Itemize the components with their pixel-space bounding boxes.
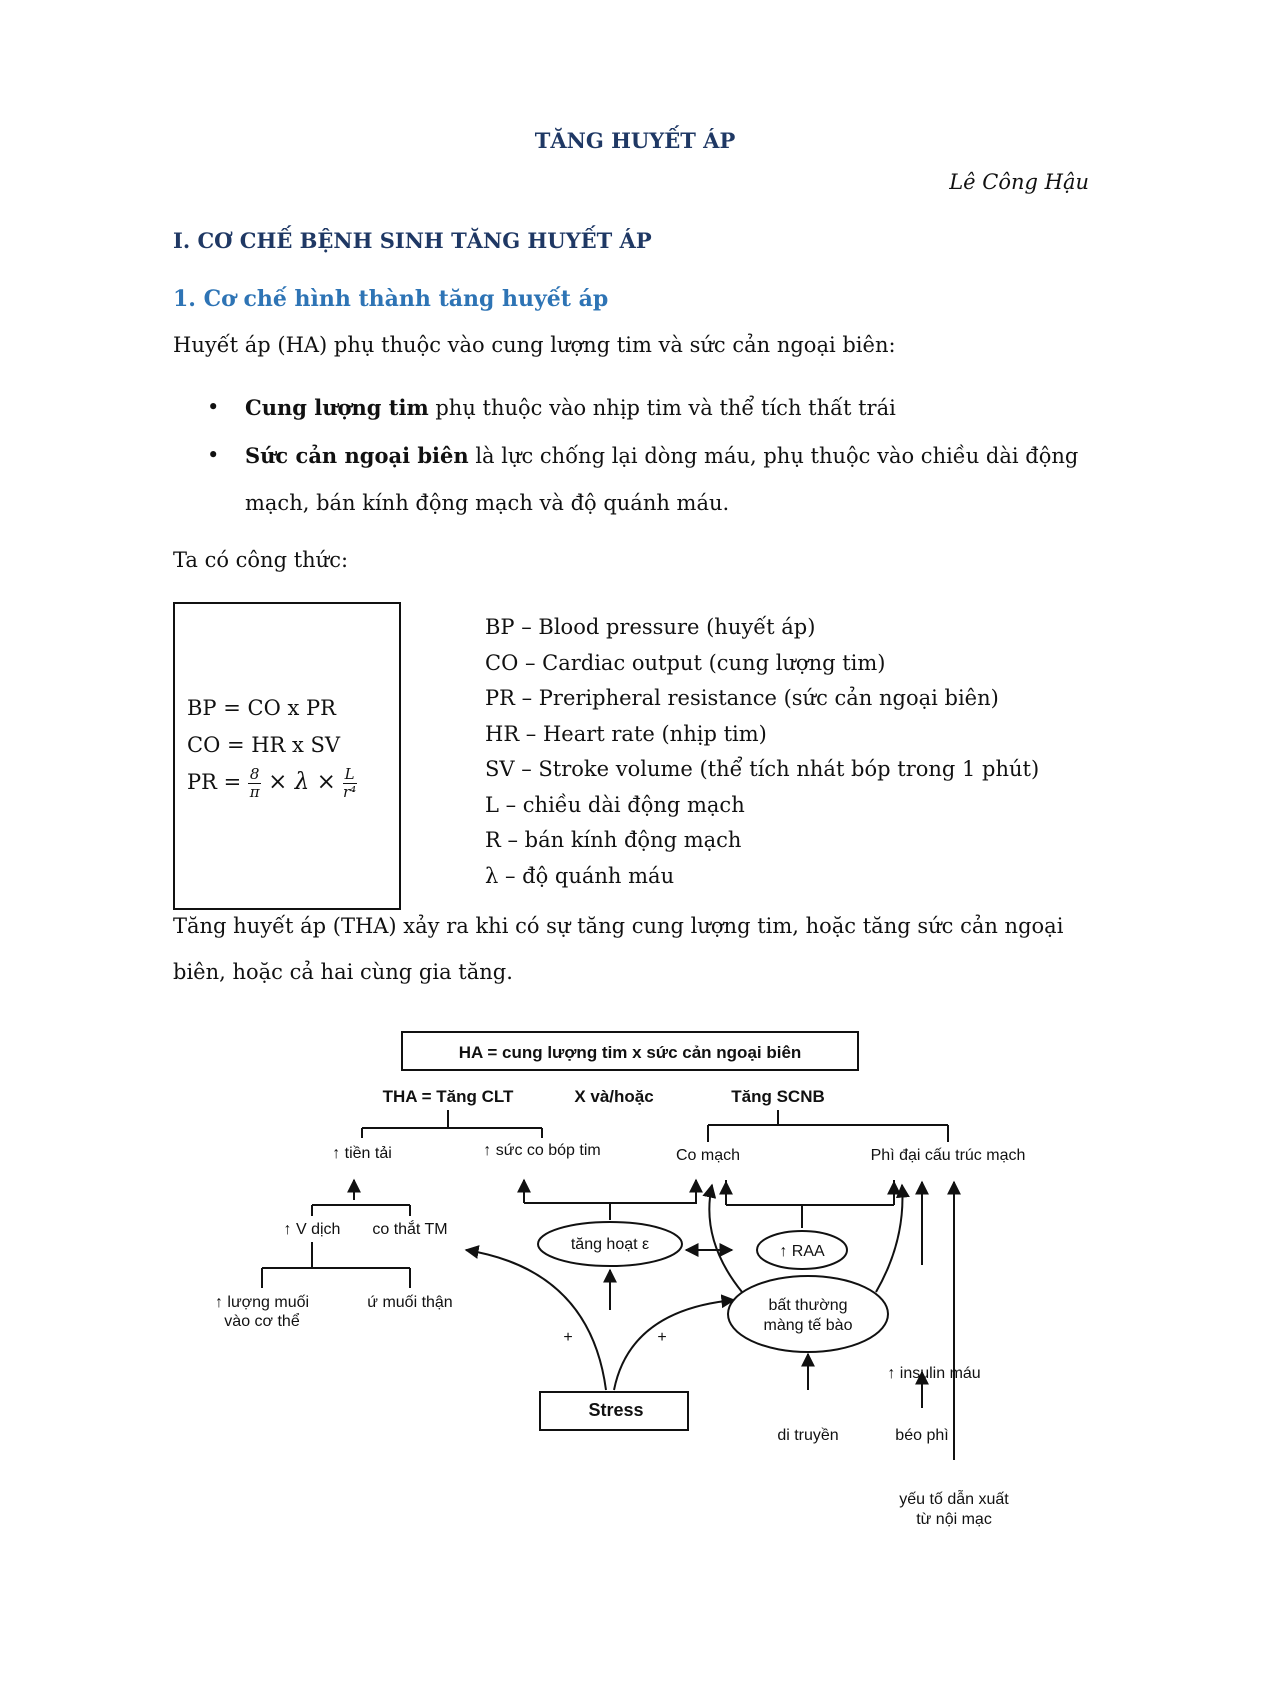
x-va-hoac-label: X và/hoặc [574,1087,654,1106]
bat-thuong-label-2: màng tế bào [763,1317,853,1334]
phi-dai-label: Phì đại cấu trúc mạch [870,1147,1026,1164]
bullet-text: là lực chống lại dòng máu, phụ thuộc vào chiều dài động mạch, bán kính động mạch và độ quánh máu. [245,444,1079,515]
legend-r: R – bán kính động mạch [485,828,742,852]
bullet-item-cardiac-output [207,384,1097,432]
plus-right: + [657,1329,667,1346]
v-dich-label: ↑ V dịch [283,1221,341,1238]
formula-pr [187,764,357,801]
formula-lines [187,690,357,801]
luong-muoi-label-2: vào cơ thể [224,1313,300,1330]
legend-co: CO – Cardiac output (cung lượng tim) [485,650,886,675]
legend-lambda: λ – độ quánh máu [485,863,675,888]
abbreviation-legend [485,610,1039,894]
co-that-tm-label: co thắt TM [372,1221,448,1238]
bullet-term: Cung lượng tim [245,395,429,420]
bat-thuong-label-1: bất thường [768,1297,848,1314]
section-heading: I. CƠ CHẾ BỆNH SINH TĂNG HUYẾT ÁP [173,228,652,253]
fraction-numerator: 8 [249,765,260,783]
pathogenesis-diagram [214,1020,1040,1540]
co-mach-label: Co mạch [675,1147,741,1164]
tien-tai-label: ↑ tiền tải [332,1145,392,1162]
fraction-8-over-pi [248,766,262,801]
yeu-to-label-2: từ nội mạc [916,1511,992,1528]
fraction-numerator: L [344,765,355,783]
insulin-label: ↑ insulin máu [887,1365,981,1382]
intro-paragraph: Huyết áp (HA) phụ thuộc vào cung lượng tim và sức cản ngoại biên: [173,333,896,357]
document-title: TĂNG HUYẾT ÁP [534,128,736,153]
raa-label: ↑ RAA [779,1243,825,1260]
co-mach-arrow-from-left [524,1180,696,1203]
fraction-l-over-r4 [343,766,357,801]
conclusion-paragraph: Tăng huyết áp (THA) xảy ra khi có sự tăng cung lượng tim, hoặc tăng sức cản ngoại biên, hoặc cả hai cùng gia tăng. [173,914,1064,984]
tang-scnb-label: Tăng SCNB [731,1087,825,1106]
tien-tai-branch [312,1205,410,1216]
top-formula-text: HA = cung lượng tim x sức cản ngoại biên [458,1043,802,1062]
formula-box [173,602,401,910]
yeu-to-label-1: yếu tố dẫn xuất [899,1491,1009,1508]
bullet-term: Sức cản ngoại biên [245,443,469,468]
bat-thuong-ellipse [728,1276,888,1352]
bullet-item-peripheral-resistance [207,432,1097,527]
bullet-dot: • [207,443,220,467]
bullet-dot: • [207,395,220,419]
tang-hoat-label: tăng hoạt ε [570,1236,650,1253]
v-dich-branch [262,1242,410,1288]
stress-right-curve [614,1300,734,1390]
scnb-branch-lines [708,1110,948,1142]
u-muoi-label: ứ muối thận [367,1294,453,1311]
legend-l: L – chiều dài động mạch [485,792,745,817]
suc-co-bop-label: ↑ sức co bóp tim [483,1142,601,1159]
tha-branch-lines [362,1110,542,1138]
formula-pr-prefix: PR = [187,770,242,794]
legend-sv: SV – Stroke volume (thể tích nhát bóp trong 1 phút) [485,757,1040,781]
bat-thuong-to-phi-dai-curve [876,1185,902,1292]
luong-muoi-label-1: ↑ lượng muối [214,1294,310,1311]
formula-bp: BP = CO x PR [187,696,336,720]
plus-left: + [563,1329,573,1346]
bullet-text: phụ thuộc vào nhịp tim và thể tích thất trái [428,396,896,420]
legend-pr: PR – Preripheral resistance (sức cản ngoại biên) [485,686,999,710]
formula-intro: Ta có công thức: [173,548,349,572]
bullet-list [207,384,1097,527]
formula-times-lambda: × λ × [268,769,336,795]
fraction-denominator: r⁴ [342,783,357,801]
tha-clt-label: THA = Tăng CLT [382,1087,514,1106]
stress-label: Stress [588,1400,644,1420]
raa-feedback-lines [726,1180,894,1205]
legend-hr: HR – Heart rate (nhịp tim) [485,721,767,746]
subsection-heading: 1. Cơ chế hình thành tăng huyết áp [173,286,609,312]
legend-bp: BP – Blood pressure (huyết áp) [485,615,816,639]
formula-co: CO = HR x SV [187,733,341,757]
fraction-denominator: π [249,783,260,801]
author-name: Lê Công Hậu [949,170,1089,194]
stress-left-curve [466,1250,606,1390]
di-truyen-label: di truyền [777,1427,839,1444]
beo-phi-label: béo phì [895,1427,949,1444]
